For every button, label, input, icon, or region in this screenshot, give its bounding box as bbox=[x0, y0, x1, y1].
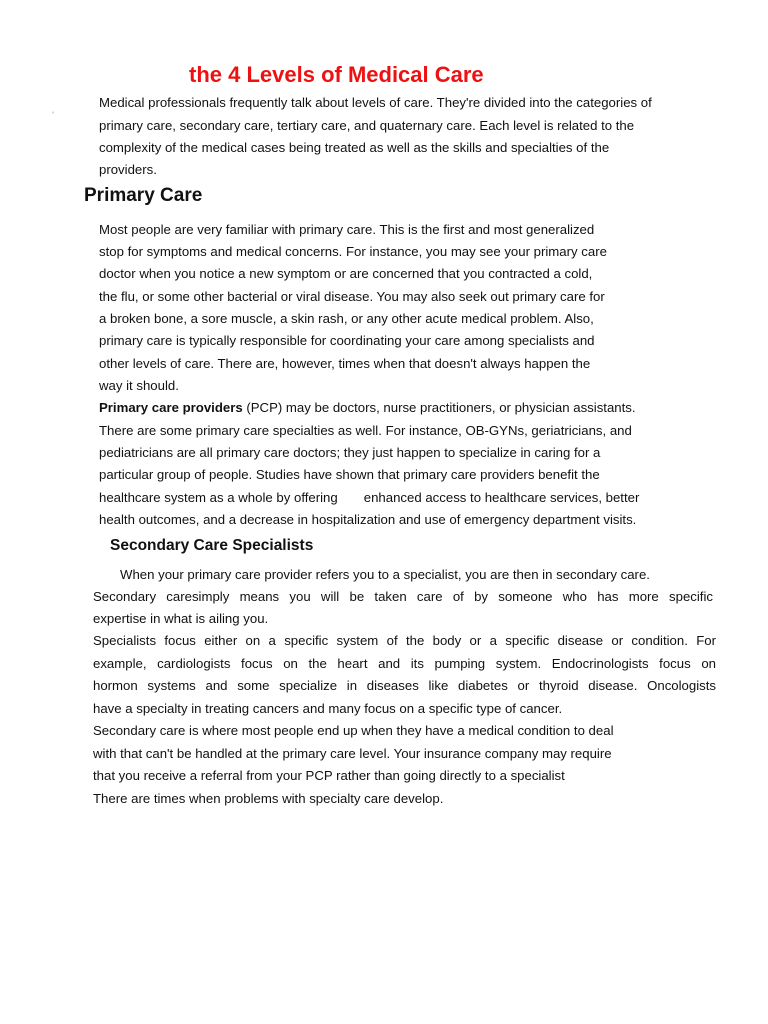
secondary-line: hormon systems and some specialize in diseases like diabetes or thyroid disease. Oncologists bbox=[93, 678, 716, 693]
primary-para-line: Most people are very familiar with primary care. This is the first and most generalized bbox=[99, 222, 595, 237]
primary-para-line: There are some primary care specialties as well. For instance, OB-GYNs, geriatricians, and bbox=[99, 423, 632, 438]
primary-para-line: stop for symptoms and medical concerns. For instance, you may see your primary care bbox=[99, 244, 607, 259]
secondary-line: Secondary caresimply means you will be taken care of by someone who has more specific bbox=[93, 589, 713, 604]
primary-para-line: primary care is typically responsible for coordinating your care among specialists and bbox=[99, 333, 595, 348]
secondary-line: There are times when problems with specialty care develop. bbox=[93, 791, 444, 806]
primary-para-line: a broken bone, a sore muscle, a skin rash, or any other acute medical problem. Also, bbox=[99, 311, 594, 326]
primary-para-line: doctor when you notice a new symptom or are concerned that you contracted a cold, bbox=[99, 266, 593, 281]
secondary-line: Secondary care is where most people end up when they have a medical condition to deal bbox=[93, 723, 614, 738]
pcp-bold-term: Primary care providers bbox=[99, 400, 243, 415]
intro-line: primary care, secondary care, tertiary care, and quaternary care. Each level is related to the bbox=[99, 118, 635, 133]
split-part-a: healthcare system as a whole by offering bbox=[99, 490, 338, 505]
primary-care-heading: Primary Care bbox=[84, 185, 203, 206]
secondary-line: expertise in what is ailing you. bbox=[93, 611, 269, 626]
secondary-line: have a specialty in treating cancers and many focus on a specific type of cancer. bbox=[93, 701, 563, 716]
secondary-line: When your primary care provider refers you to a specialist, you are then in secondary care. bbox=[120, 567, 650, 582]
secondary-line: example, cardiologists focus on the heart and its pumping system. Endocrinologists focus on bbox=[93, 656, 716, 671]
secondary-line: with that can't be handled at the primary care level. Your insurance company may require bbox=[93, 746, 612, 761]
intro-line: providers. bbox=[99, 162, 157, 177]
primary-para-line: the flu, or some other bacterial or viral disease. You may also seek out primary care for bbox=[99, 289, 605, 304]
document-title: the 4 Levels of Medical Care bbox=[189, 62, 484, 87]
stray-mark: ° bbox=[52, 112, 55, 118]
primary-para-line: way it should. bbox=[99, 378, 179, 393]
primary-para-line: pediatricians are all primary care doctors; they just happen to specialize in caring for a bbox=[99, 445, 601, 460]
pcp-line-rest: (PCP) may be doctors, nurse practitioners, or physician assistants. bbox=[242, 400, 636, 415]
primary-para-line-split bbox=[99, 489, 639, 507]
split-part-b: enhanced access to healthcare services, better bbox=[363, 490, 640, 505]
secondary-care-heading: Secondary Care Specialists bbox=[110, 537, 314, 554]
pcp-line bbox=[99, 399, 636, 417]
primary-para-line: health outcomes, and a decrease in hospitalization and use of emergency department visits. bbox=[99, 512, 637, 527]
intro-line: Medical professionals frequently talk about levels of care. They're divided into the categories of bbox=[99, 95, 652, 110]
secondary-line: that you receive a referral from your PCP rather than going directly to a specialist bbox=[93, 768, 565, 783]
primary-para-line: particular group of people. Studies have shown that primary care providers benefit the bbox=[99, 467, 600, 482]
intro-line: complexity of the medical cases being treated as well as the skills and specialties of the bbox=[99, 140, 610, 155]
secondary-line: Specialists focus either on a specific system of the body or a specific disease or condition. For bbox=[93, 633, 716, 648]
primary-para-line: other levels of care. There are, however, times when that doesn't always happen the bbox=[99, 356, 591, 371]
